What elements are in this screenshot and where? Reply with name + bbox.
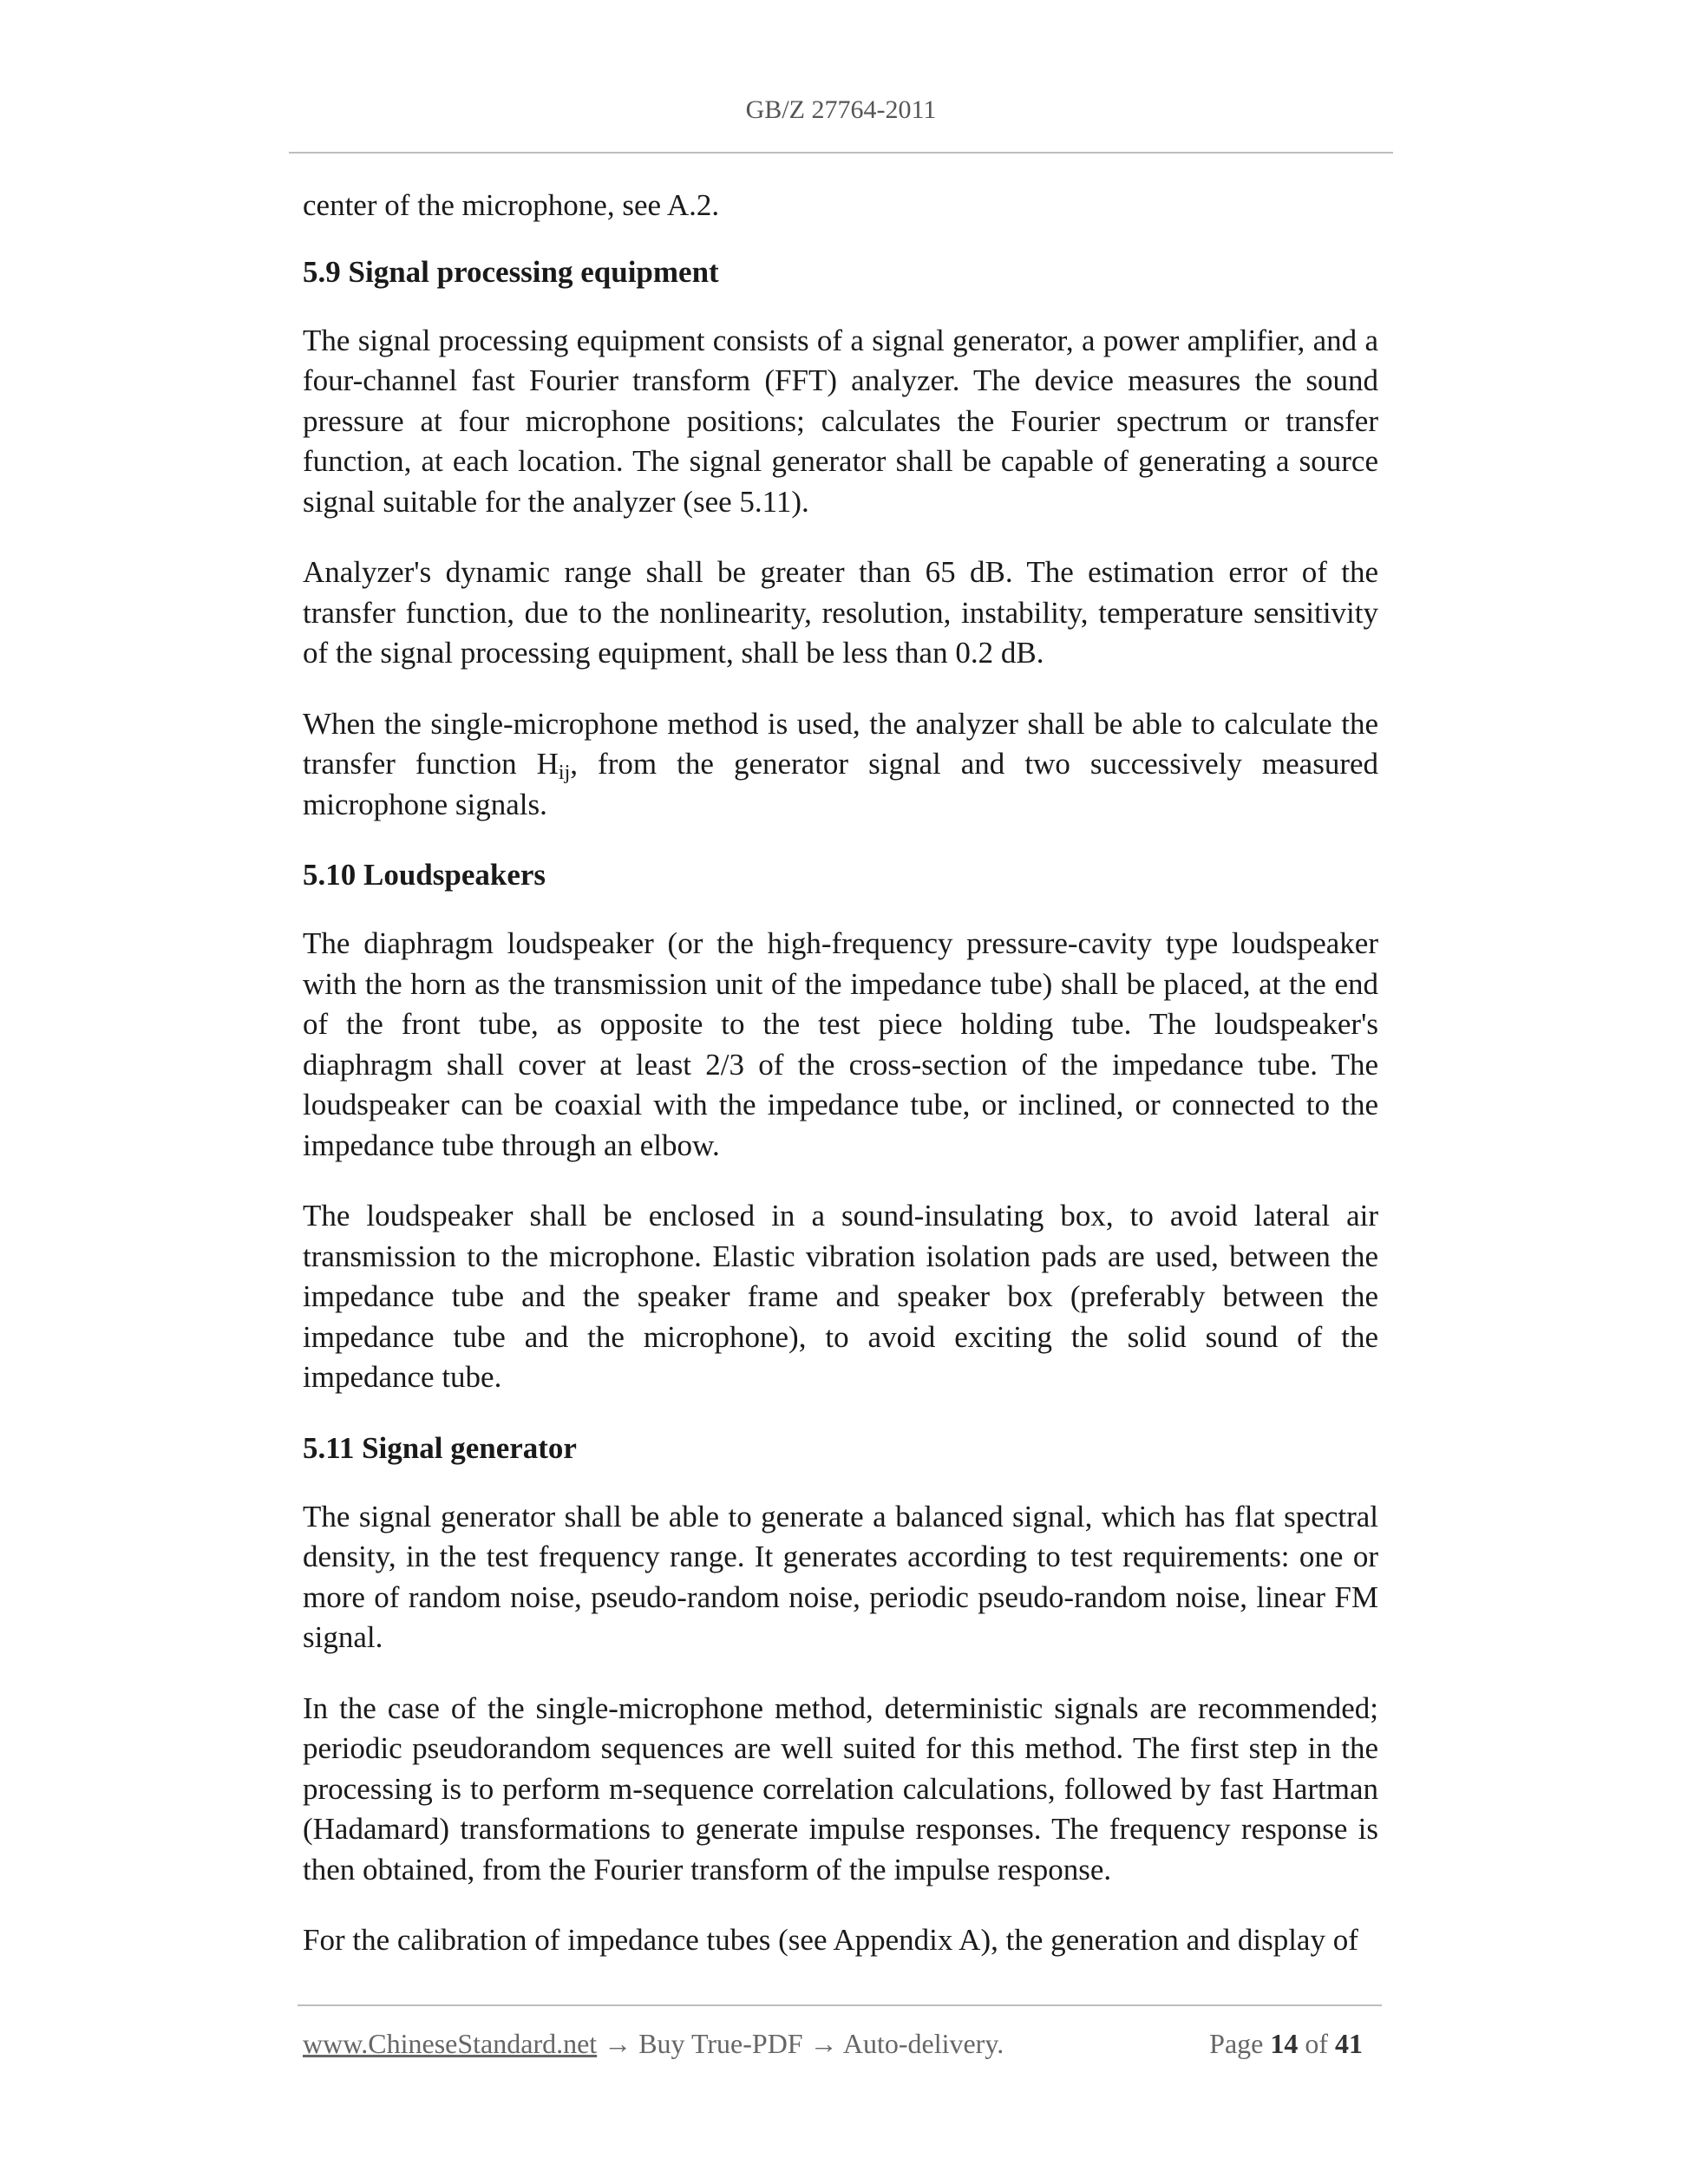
header-divider	[289, 152, 1393, 154]
paragraph-5-10-b: The loudspeaker shall be enclosed in a sound-insulating box, to avoid lateral air transmission to the microphone. Elastic vibration isolation pads are used, between the impedance tube and the speaker frame and speaker box (preferably between the impedance tube and the microphone), to avoid exciting the solid sound of the impedance tube.	[303, 1199, 1378, 1394]
heading-5-9: 5.9 Signal processing equipment	[303, 254, 719, 289]
footer-divider	[298, 2004, 1382, 2006]
subscript-ij: ij	[558, 762, 571, 784]
paragraph-5-9-c-start: When the single-microphone method is used, the analyzer shall be able to calculate the transfer function H	[303, 706, 1378, 781]
page-footer	[303, 2028, 1363, 2060]
page-header: GB/Z 27764-2011	[745, 95, 937, 124]
heading-5-11: 5.11 Signal generator	[303, 1430, 577, 1465]
paragraph-5-9-c	[303, 704, 1378, 826]
page-number	[1209, 2028, 1363, 2060]
paragraph-5-9-c-end: , from the generator signal and two successively measured microphone signals.	[303, 747, 1379, 821]
footer-tagline: → Buy True-PDF → Auto-delivery.	[597, 2028, 1004, 2059]
paragraph-continued: center of the microphone, see A.2.	[303, 188, 720, 222]
paragraph-5-11-b: In the case of the single-microphone method, deterministic signals are recommended; periodic pseudorandom sequences are well suited for this method. The first step in the processing is to perform m-sequence correlation calculations, followed by fast Hartman (Hadamard) transformations to generate impulse responses. The frequency response is then obtained, from the Fourier transform of the impulse response.	[303, 1690, 1378, 1886]
document-body	[303, 186, 1378, 1991]
paragraph-5-11-c: For the calibration of impedance tubes (see Appendix A), the generation and display of	[303, 1923, 1358, 1957]
paragraph-5-9-b: Analyzer's dynamic range shall be greater than 65 dB. The estimation error of the transfer function, due to the nonlinearity, resolution, instability, temperature sensitivity of the signal processing equipment, shall be less than 0.2 dB.	[303, 555, 1378, 670]
page-word: Page	[1209, 2028, 1271, 2059]
website-link[interactable]: www.ChineseStandard.net	[303, 2028, 598, 2059]
page-of: of	[1298, 2028, 1335, 2059]
heading-5-10: 5.10 Loudspeakers	[303, 858, 546, 892]
paragraph-5-11-a: The signal generator shall be able to generate a balanced signal, which has flat spectral density, in the test frequency range. It generates according to test requirements: one or more of random noise, pseudo-random noise, periodic pseudo-random noise, linear FM signal.	[303, 1499, 1378, 1654]
paragraph-5-9-a: The signal processing equipment consists of a signal generator, a power amplifier, and a four-channel fast Fourier transform (FFT) analyzer. The device measures the sound pressure at four microphone positions; calculates the Fourier spectrum or transfer function, at each location. The signal generator shall be capable of generating a source signal suitable for the analyzer (see 5.11).	[303, 323, 1378, 519]
current-page: 14	[1270, 2028, 1299, 2059]
paragraph-5-10-a: The diaphragm loudspeaker (or the high-frequency pressure-cavity type loudspeaker with the horn as the transmission unit of the impedance tube) shall be placed, at the end of the front tube, as opposite to the test piece holding tube. The loudspeaker's diaphragm shall cover at least 2/3 of the cross-section of the impedance tube. The loudspeaker can be coaxial with the impedance tube, or inclined, or connected to the impedance tube through an elbow.	[303, 926, 1378, 1162]
total-pages: 41	[1335, 2028, 1363, 2059]
